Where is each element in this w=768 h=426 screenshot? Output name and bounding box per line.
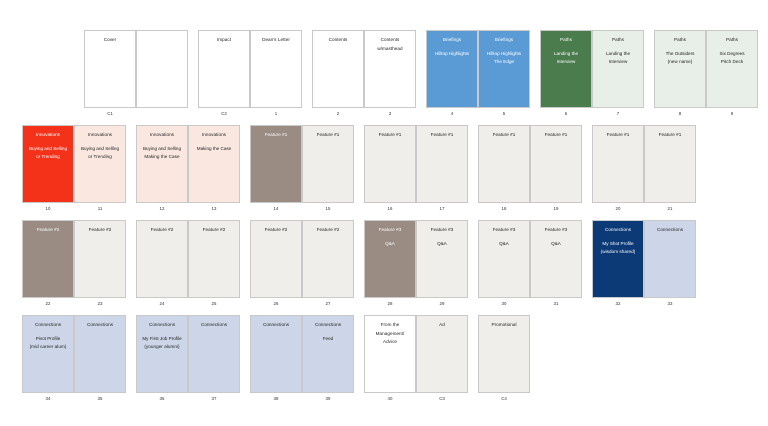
spread-page-numbers: [592, 206, 696, 211]
page-subtitle-line: The Outsiders: [665, 50, 695, 56]
page-thumbnail[interactable]: [364, 315, 416, 393]
page-title-line: Feature #3: [492, 227, 516, 232]
spread: [592, 220, 696, 306]
spread: [250, 315, 354, 401]
page-number: [136, 111, 188, 116]
page-number: 12: [159, 206, 165, 211]
page-title-line: Feature #3: [378, 227, 402, 232]
page-number: 40: [387, 396, 393, 401]
page-subtitle-line: Hilltop Highlights: [486, 50, 522, 56]
spread-page-numbers: [426, 111, 530, 116]
page-thumbnail[interactable]: [592, 220, 644, 298]
page-subtitle-line: (new name): [667, 59, 693, 64]
spread-page-numbers: [592, 301, 696, 306]
spread-pages: [312, 30, 416, 108]
row-1: [84, 30, 758, 116]
spread: [136, 315, 240, 401]
page-thumbnail[interactable]: [530, 125, 582, 203]
page-subtitle-line: Six Degrees: [719, 50, 745, 56]
page-number: 17: [439, 206, 445, 211]
page-thumbnail[interactable]: [478, 315, 530, 393]
page-number: 35: [97, 396, 103, 401]
page-subtitle-line: Hilltop Highlights: [434, 50, 470, 56]
spread: [364, 315, 468, 401]
spread: [364, 125, 468, 211]
page-title-line: Briefings: [442, 37, 462, 42]
page-title-line: Connections: [86, 322, 114, 327]
spread-pages: [84, 30, 188, 108]
page-number: 34: [45, 396, 51, 401]
page-title-line: Feature #2: [88, 227, 112, 232]
page-number: 15: [325, 206, 331, 211]
page-title-line: Ad: [439, 322, 445, 327]
page-title-line: Dean's Letter: [262, 37, 290, 42]
page-title-line: Impact: [216, 37, 232, 42]
page-title-line: Feature #1: [264, 132, 288, 137]
page-number: C2: [221, 111, 227, 116]
page-subtitle-line: or Trending: [88, 154, 112, 159]
page-number: 7: [616, 111, 620, 116]
page-number: 22: [45, 301, 51, 306]
spread-pages: [136, 220, 240, 298]
page-thumbnail[interactable]: [198, 30, 250, 108]
page-subtitle-line: Pitch Deck: [720, 59, 744, 64]
page-title-line: Feature #1: [316, 132, 340, 137]
page-title-line: Feature #2: [36, 227, 60, 232]
page-title-line: Innovations: [35, 132, 61, 137]
page-thumbnail[interactable]: [426, 30, 478, 108]
page-subtitle-line: (mid career alum): [29, 344, 67, 349]
page-title-line: Connections: [34, 322, 62, 327]
spread-pages: [478, 125, 582, 203]
row-3: [22, 220, 696, 306]
page-thumbnail[interactable]: [74, 125, 126, 203]
page-title-line: Contents: [380, 37, 400, 42]
page-thumbnail[interactable]: [592, 125, 644, 203]
page-thumbnail[interactable]: [136, 30, 188, 108]
page-subtitle-line: Buying and Selling: [142, 145, 182, 151]
spread: [364, 220, 468, 306]
page-number: [530, 396, 582, 401]
page-title-line: Connections: [148, 322, 176, 327]
page-thumbnail[interactable]: [654, 30, 706, 108]
page-thumbnail[interactable]: [188, 125, 240, 203]
page-thumbnail[interactable]: [84, 30, 136, 108]
page-subtitle-line: (wisdom shared): [600, 249, 636, 254]
page-title-line: Feature #1: [544, 132, 568, 137]
page-number: 37: [211, 396, 217, 401]
spread-page-numbers: [84, 111, 188, 116]
page-subtitle-line: Making the Case: [144, 154, 180, 159]
page-thumbnail[interactable]: [250, 315, 302, 393]
page-thumbnail[interactable]: [478, 30, 530, 108]
page-thumbnail-empty: [530, 315, 582, 393]
spread-pages: [364, 125, 468, 203]
spread-pages: [540, 30, 644, 108]
spread: [136, 125, 240, 211]
page-thumbnail[interactable]: [22, 220, 74, 298]
page-title-line: Innovations: [87, 132, 113, 137]
page-thumbnail[interactable]: [74, 315, 126, 393]
spread: [478, 315, 582, 401]
page-number: 9: [730, 111, 734, 116]
page-number: C4: [501, 396, 507, 401]
page-number: 25: [211, 301, 217, 306]
spread: [250, 125, 354, 211]
row-2: [22, 125, 696, 211]
page-thumbnail[interactable]: [644, 125, 696, 203]
page-number: 1: [274, 111, 278, 116]
spread: [250, 220, 354, 306]
page-subtitle-line: Q&A: [437, 240, 447, 246]
page-title-line: Feature #3: [544, 227, 568, 232]
page-thumbnail[interactable]: [312, 30, 364, 108]
page-number: 3: [388, 111, 392, 116]
page-subtitle-line: Landing the: [605, 50, 630, 56]
spread: [654, 30, 758, 116]
spread-pages: [250, 125, 354, 203]
spread-page-numbers: [136, 396, 240, 401]
page-number: 30: [501, 301, 507, 306]
page-thumbnail[interactable]: [364, 125, 416, 203]
spread-pages: [250, 315, 354, 393]
spread: [540, 30, 644, 116]
spread-page-numbers: [22, 301, 126, 306]
spread-page-numbers: [478, 206, 582, 211]
page-subtitle-line: My Shot Profile: [602, 240, 634, 246]
page-title-line: Feature #1: [606, 132, 630, 137]
spread-page-numbers: [250, 206, 354, 211]
page-thumbnail[interactable]: [416, 220, 468, 298]
page-number: C3: [439, 396, 445, 401]
page-title-line: Innovations: [149, 132, 175, 137]
page-number: 39: [325, 396, 331, 401]
page-number: 19: [553, 206, 559, 211]
page-number: C1: [107, 111, 113, 116]
page-thumbnail[interactable]: [478, 125, 530, 203]
page-number: 24: [159, 301, 165, 306]
spread-page-numbers: [198, 111, 302, 116]
page-title-line: Connections: [262, 322, 290, 327]
page-subtitle-line: Q&A: [551, 240, 561, 246]
page-title-line: Feature #2: [316, 227, 340, 232]
page-thumbnail[interactable]: [74, 220, 126, 298]
spread-page-numbers: [364, 301, 468, 306]
page-subtitle-line: Pivot Profile: [35, 335, 61, 341]
page-subtitle-line: Interview: [608, 59, 628, 64]
page-title-line: Feature #1: [378, 132, 402, 137]
page-title-line: Cover: [103, 37, 117, 42]
page-subtitle-line: or Trending: [36, 154, 60, 159]
spread-page-numbers: [478, 396, 582, 401]
page-number: 13: [211, 206, 217, 211]
page-number: 27: [325, 301, 331, 306]
page-title-line: Paths: [674, 37, 686, 42]
page-title-line: From the: [380, 322, 400, 327]
page-number: 28: [387, 301, 393, 306]
spread: [136, 220, 240, 306]
spread-page-numbers: [22, 396, 126, 401]
page-thumbnail[interactable]: [188, 315, 240, 393]
page-subtitle-line: The Edge: [493, 59, 515, 64]
page-title-line: Connections: [200, 322, 228, 327]
page-thumbnail[interactable]: [478, 220, 530, 298]
spread-pages: [22, 315, 126, 393]
page-title-line: Feature #2: [150, 227, 174, 232]
page-subtitle-line: Feed: [322, 335, 334, 341]
page-number: 11: [97, 206, 103, 211]
page-thumbnail[interactable]: [250, 125, 302, 203]
page-thumbnail[interactable]: [136, 220, 188, 298]
page-number: 36: [159, 396, 165, 401]
spread: [592, 125, 696, 211]
page-number: 10: [45, 206, 51, 211]
page-title-line: Feature #2: [202, 227, 226, 232]
spread: [22, 315, 126, 401]
page-number: 6: [564, 111, 568, 116]
page-number: 14: [273, 206, 279, 211]
page-title-line: Promotional: [491, 322, 517, 327]
spread-pages: [250, 220, 354, 298]
page-subtitle-line: Landing the: [553, 50, 578, 56]
spread-pages: [654, 30, 758, 108]
page-thumbnail[interactable]: [250, 220, 302, 298]
spread-page-numbers: [250, 396, 354, 401]
page-number: 26: [273, 301, 279, 306]
page-number: 32: [615, 301, 621, 306]
page-subtitle-line: Interview: [556, 59, 576, 64]
page-number: 31: [553, 301, 559, 306]
page-thumbnail[interactable]: [136, 125, 188, 203]
page-subtitle-line: Buying and Selling: [80, 145, 120, 151]
spread-page-numbers: [654, 111, 758, 116]
page-number: 18: [501, 206, 507, 211]
page-title-line: Feature #2: [264, 227, 288, 232]
page-title-line: Briefings: [494, 37, 514, 42]
spread-pages: [592, 125, 696, 203]
page-title-line: Advice: [382, 339, 398, 344]
page-thumbnail[interactable]: [416, 125, 468, 203]
spread-page-numbers: [136, 206, 240, 211]
page-number: 20: [615, 206, 621, 211]
page-subtitle-line: (younger alumni): [144, 344, 180, 349]
page-thumbnail[interactable]: [592, 30, 644, 108]
page-title-line: Paths: [560, 37, 572, 42]
page-thumbnail[interactable]: [644, 220, 696, 298]
spread-pages: [364, 315, 468, 393]
page-thumbnail[interactable]: [22, 125, 74, 203]
page-thumbnail[interactable]: [540, 30, 592, 108]
spread-pages: [22, 125, 126, 203]
spread-page-numbers: [364, 206, 468, 211]
page-title-line: Paths: [612, 37, 624, 42]
spread-pages: [198, 30, 302, 108]
page-title-line: Feature #1: [430, 132, 454, 137]
spread-page-numbers: [478, 301, 582, 306]
page-title-line: Contents: [328, 37, 348, 42]
page-title-line: Connections: [656, 227, 684, 232]
spread-page-numbers: [540, 111, 644, 116]
page-title-line: Feature #1: [658, 132, 682, 137]
page-number: 5: [502, 111, 506, 116]
spread: [198, 30, 302, 116]
page-number: 2: [336, 111, 340, 116]
page-thumbnail[interactable]: [188, 220, 240, 298]
page-thumbnail[interactable]: [250, 30, 302, 108]
page-number: 29: [439, 301, 445, 306]
spread-pages: [136, 125, 240, 203]
page-number: 38: [273, 396, 279, 401]
spread-page-numbers: [22, 206, 126, 211]
page-subtitle-line: Q&A: [385, 240, 395, 246]
spread-pages: [592, 220, 696, 298]
page-number: 33: [667, 301, 673, 306]
spread-page-numbers: [136, 301, 240, 306]
page-number: 23: [97, 301, 103, 306]
page-title-line: Feature #3: [430, 227, 454, 232]
spread-pages: [136, 315, 240, 393]
page-number: 16: [387, 206, 393, 211]
spread-pages: [22, 220, 126, 298]
page-number: 8: [678, 111, 682, 116]
page-number: 21: [667, 206, 673, 211]
page-thumbnail[interactable]: [530, 220, 582, 298]
spread-page-numbers: [364, 396, 468, 401]
page-thumbnail[interactable]: [302, 315, 354, 393]
page-thumbnail[interactable]: [302, 220, 354, 298]
page-thumbnail[interactable]: [22, 315, 74, 393]
page-title-line: Connections: [604, 227, 632, 232]
page-thumbnail[interactable]: [416, 315, 468, 393]
spread: [22, 125, 126, 211]
page-subtitle-line: Q&A: [499, 240, 509, 246]
page-subtitle-line: My First Job Profile: [142, 335, 182, 341]
page-title-line: Connections: [314, 322, 342, 327]
page-thumbnail[interactable]: [136, 315, 188, 393]
spread-page-numbers: [312, 111, 416, 116]
page-title-line: Feature #1: [492, 132, 516, 137]
page-title-line: Management/: [375, 330, 405, 336]
page-thumbnail[interactable]: [706, 30, 758, 108]
spread: [426, 30, 530, 116]
page-number: 4: [450, 111, 454, 116]
spread: [478, 220, 582, 306]
spread-pages: [478, 315, 582, 393]
spread-pages: [478, 220, 582, 298]
page-thumbnail[interactable]: [302, 125, 354, 203]
spread: [478, 125, 582, 211]
spread-pages: [364, 220, 468, 298]
spread: [22, 220, 126, 306]
row-4: [22, 315, 582, 401]
page-title-line: Paths: [726, 37, 738, 42]
spread-page-numbers: [250, 301, 354, 306]
page-title-line: w/masthead: [377, 45, 403, 51]
page-thumbnail[interactable]: [364, 30, 416, 108]
spread-pages: [426, 30, 530, 108]
spread: [84, 30, 188, 116]
page-title-line: Innovations: [201, 132, 227, 137]
page-subtitle-line: Buying and Selling: [28, 145, 68, 151]
page-subtitle-line: Making the Case: [196, 145, 232, 151]
page-thumbnail[interactable]: [364, 220, 416, 298]
spread: [312, 30, 416, 116]
